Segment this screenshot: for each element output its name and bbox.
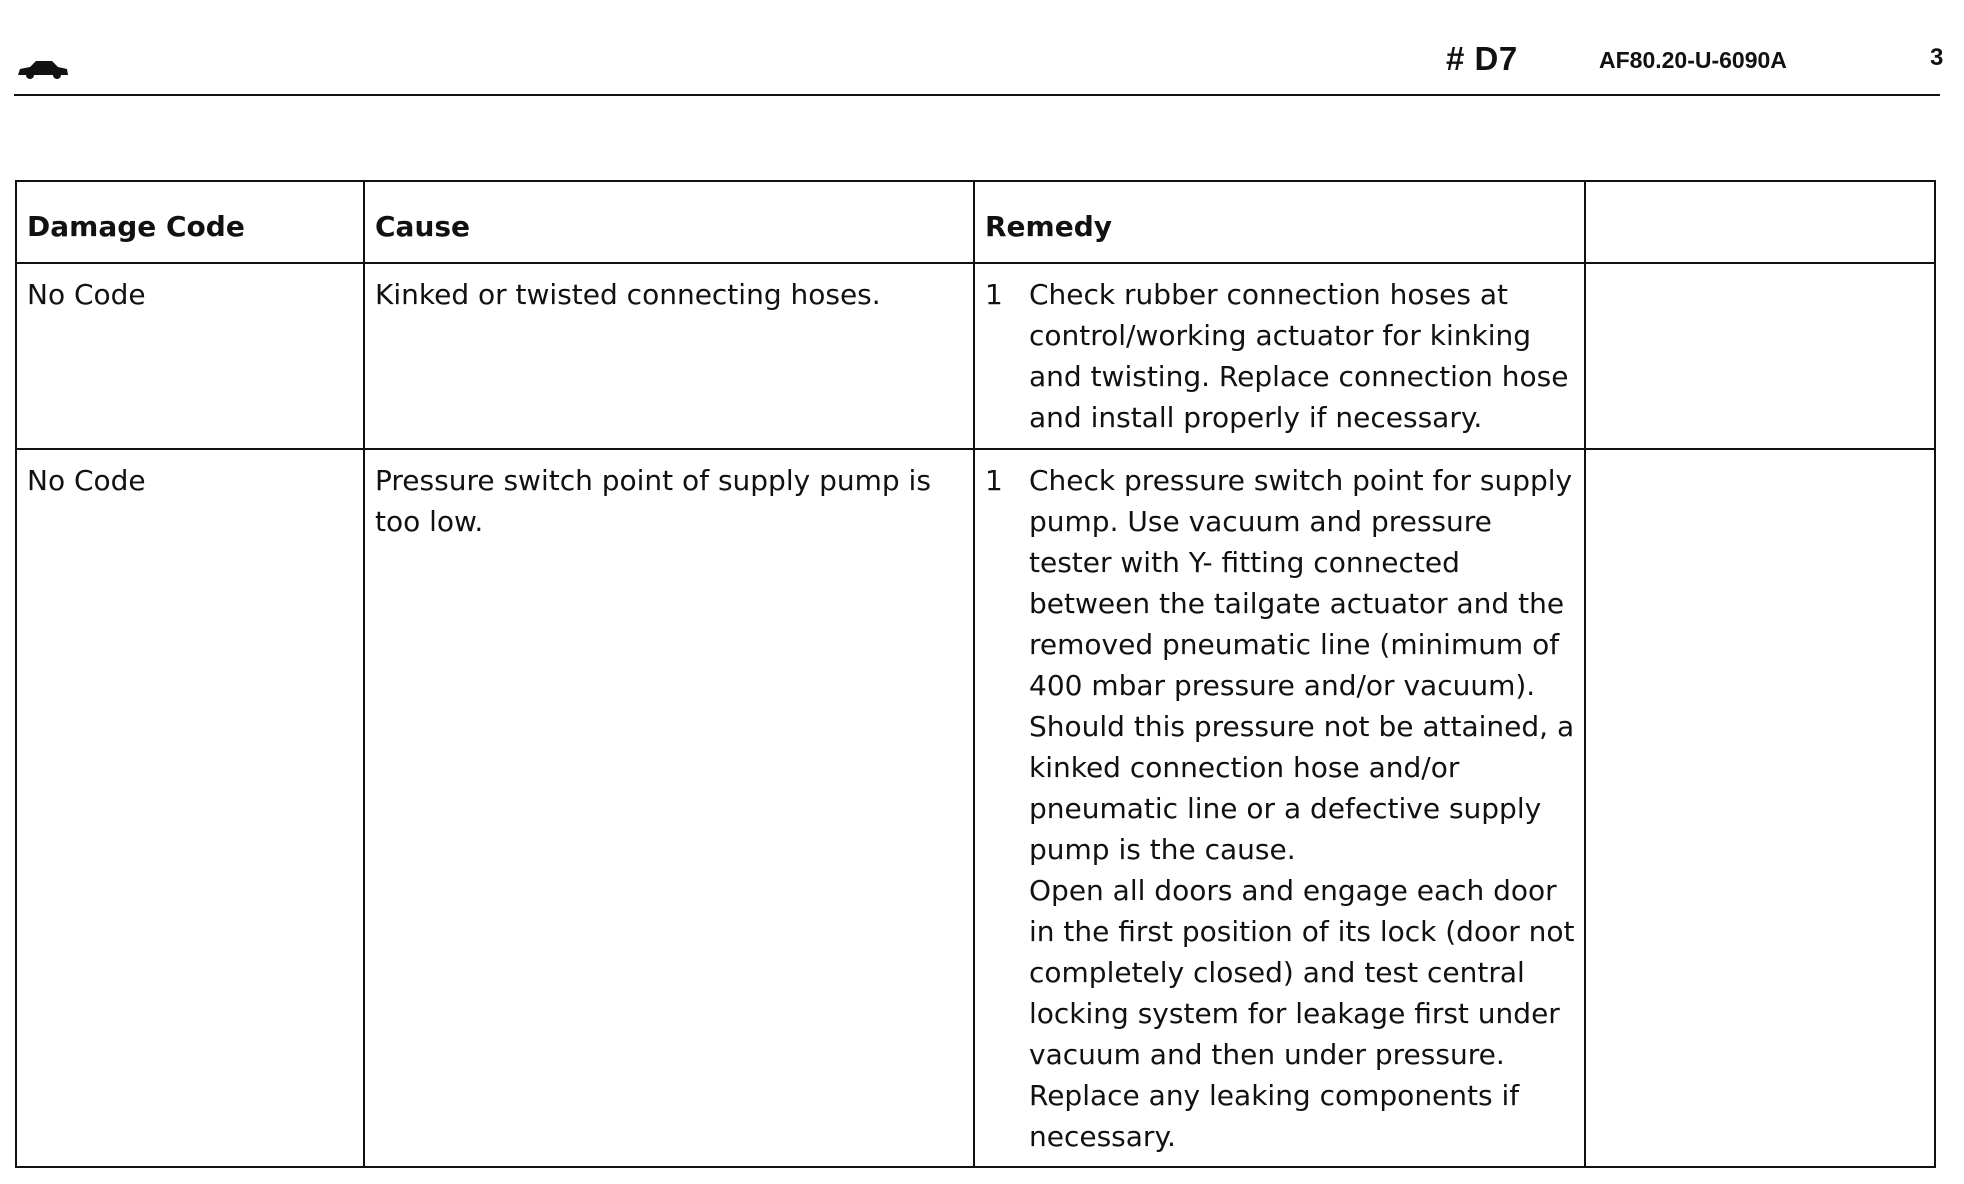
remedy-cell (974, 449, 1585, 1167)
remedy-cell (974, 263, 1585, 449)
step-number: 1 (985, 278, 1003, 311)
table-row (16, 263, 1935, 449)
column-header-damage-code: Damage Code (16, 181, 364, 263)
extra-cell (1585, 449, 1935, 1167)
page-number: 3 (1930, 44, 1944, 71)
troubleshooting-table (15, 180, 1936, 1168)
remedy-paragraph: Should this pressure not be attained, a kinked connection hose and/or pneumatic line or a defective supply pump is the cause. (1029, 710, 1575, 866)
column-header-remedy: Remedy (974, 181, 1585, 263)
remedy-paragraph: Open all doors and engage each door in the first position of its lock (door not completely closed) and test central locking system for leakage first under vacuum and then under pressure. (1029, 874, 1575, 1071)
step-number: 1 (985, 464, 1003, 497)
table-header-row (16, 181, 1935, 263)
cause-cell: Pressure switch point of supply pump is too low. (364, 449, 974, 1167)
column-header-blank (1585, 181, 1935, 263)
damage-code-cell: No Code (16, 263, 364, 449)
extra-cell (1585, 263, 1935, 449)
page-header (14, 40, 1944, 96)
remedy-step (985, 460, 1576, 1157)
remedy-step (985, 274, 1576, 438)
document-number: AF80.20-U-6090A (1599, 47, 1787, 73)
step-text (1029, 274, 1576, 438)
car-icon (16, 58, 70, 80)
remedy-paragraph: Check rubber connection hoses at control/working actuator for kinking and twisting. Replace connection hose and install properly if necessary. (1029, 278, 1569, 434)
document-id: # D7 (1446, 40, 1518, 77)
remedy-paragraph: Check pressure switch point for supply pump. Use vacuum and pressure tester with Y- fitting connected between the tailgate actuator and the removed pneumatic line (minimum of 400 mbar pressure and/or vacuum). (1029, 464, 1573, 702)
step-text (1029, 460, 1576, 1157)
table-row (16, 449, 1935, 1167)
remedy-paragraph: Replace any leaking components if necessary. (1029, 1079, 1520, 1153)
damage-code-cell: No Code (16, 449, 364, 1167)
cause-cell: Kinked or twisted connecting hoses. (364, 263, 974, 449)
column-header-cause: Cause (364, 181, 974, 263)
